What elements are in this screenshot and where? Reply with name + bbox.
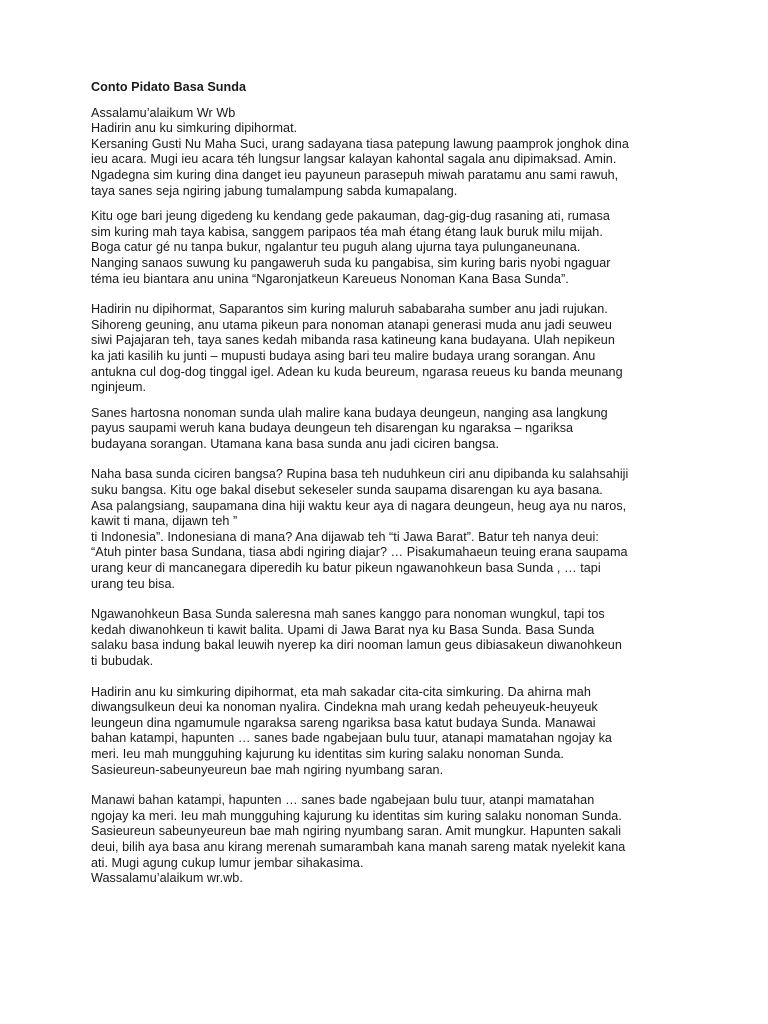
text-line: Asa palangsiang, saupamana dina hiji waktu keur aya di nagara deungeun, heug aya nu naros, bbox=[91, 498, 627, 513]
text-line: ieu acara. Mugi ieu acara téh lungsur langsar kalayan kahontal sagala anu dipimaksad. Amin. bbox=[91, 152, 617, 167]
text-line: Nanging sanaos suwung ku pangaweruh suda ku pangabisa, sim kuring baris nyobi ngaguar bbox=[91, 255, 611, 270]
text-line: salaku basa indung bakal leuwih nyerep ka diri nooman lamun geus dibiasakeun diwanohkeun bbox=[91, 638, 622, 653]
paragraph-7 bbox=[91, 685, 681, 779]
text-line: Sanes hartosna nonoman sunda ulah malire kana budaya deungeun, nanging asa langkung bbox=[91, 405, 608, 420]
text-line: Assalamu’alaikum Wr Wb bbox=[91, 105, 236, 120]
text-line: Sasieureun sabeunyeureun bae mah ngiring nyumbang saran. Amit mungkur. Hapunten sakali bbox=[91, 824, 622, 839]
paragraph-4 bbox=[91, 406, 681, 453]
text-line: urang teu bisa. bbox=[91, 576, 176, 591]
document-title: Conto Pidato Basa Sunda bbox=[91, 80, 247, 94]
text-line: ti Indonesia”. Indonesiana di mana? Ana dijawab teh “ti Jawa Barat”. Batur teh nanya deui: bbox=[91, 529, 599, 544]
text-line: budayana sorangan. Utamana kana basa sunda anu jadi ciciren bangsa. bbox=[91, 436, 500, 451]
text-line: ngojay ka meri. Ieu mah mungguhing kajurung ku identitas sim kuring salaku nonoman Sunda. bbox=[91, 808, 622, 823]
paragraph-3 bbox=[91, 302, 681, 396]
text-line: “Atuh pinter basa Sundana, tiasa abdi ngiring diajar? … Pisakumahaeun teuing erana saupama bbox=[91, 545, 628, 560]
text-line: antukna cul dog-dog tinggal igel. Adean ku kuda beureum, ngarasa reueus ku banda meunang bbox=[91, 364, 623, 379]
text-line: Sihoreng geuning, anu utama pikeun para nonoman atanapi generasi muda anu jadi seuweu bbox=[91, 317, 612, 332]
text-line: ka jati kasilih ku junti – mupusti budaya asing bari teu malire budaya urang sorangan. Anu bbox=[91, 348, 596, 363]
text-line: payus saupami weruh kana budaya deungeun teh disarengan ku ngaraksa – ngariksa bbox=[91, 421, 574, 436]
text-line: suku bangsa. Kitu oge bakal disebut sekeseler sunda saupama disarengan ku aya basana. bbox=[91, 483, 603, 498]
text-line: Hadirin anu ku simkuring dipihormat. bbox=[91, 121, 298, 136]
text-line: siwi Pajajaran teh, taya sanes kedah mibanda rasa katineung kana budayana. Ulah nepikeun bbox=[91, 333, 615, 348]
text-line: leungeun dina ngamumule ngaraksa sareng ngariksa basa katut budaya Sunda. Manawai bbox=[91, 715, 596, 730]
text-line: taya sanes seja ngiring jabung tumalampung sabda kumapalang. bbox=[91, 183, 458, 198]
text-line: Sasieureun-sabeunyeureun bae mah ngiring nyumbang saran. bbox=[91, 762, 444, 777]
text-line: meri. Ieu mah mungguhing kajurung ku identitas sim kuring salaku nonoman Sunda. bbox=[91, 746, 564, 761]
paragraph-5 bbox=[91, 467, 681, 592]
text-line: kawit ti mana, dijawn teh ” bbox=[91, 514, 238, 529]
paragraph-opening bbox=[91, 106, 681, 200]
document-body bbox=[91, 80, 681, 902]
text-line: sim kuring mah taya kabisa, sanggem paripaos téa mah étang étang lauk buruk milu mijah. bbox=[91, 224, 603, 239]
text-line: bahan katampi, hapunten … sanes bade ngabejaan bulu tuur, atanapi mamatahan ngojay ka bbox=[91, 731, 612, 746]
text-line: téma ieu biantara anu unina “Ngaronjatkeun Kareueus Nonoman Kana Basa Sunda”. bbox=[91, 271, 569, 286]
text-line: Ngadegna sim kuring dina danget ieu payuneun parasepuh miwah paratamu anu sami rawuh, bbox=[91, 167, 619, 182]
text-line: urang keur di mancanegara diperedih ku batur pikeun ngawanohkeun basa Sunda , … tapi bbox=[91, 561, 601, 576]
paragraph-2 bbox=[91, 209, 681, 287]
paragraph-6 bbox=[91, 607, 681, 669]
text-line: Wassalamu’alaikum wr.wb. bbox=[91, 871, 243, 886]
text-line: kedah diwanohkeun ti kawit balita. Upami di Jawa Barat nya ku Basa Sunda. Basa Sunda bbox=[91, 622, 595, 637]
text-line: Manawi bahan katampi, hapunten … sanes bade ngabejaan bulu tuur, atanpi mamatahan bbox=[91, 793, 595, 808]
text-line: Hadirin nu dipihormat, Saparantos sim kuring maluruh sababaraha sumber anu jadi rujukan. bbox=[91, 302, 608, 317]
text-line: nginjeum. bbox=[91, 380, 147, 395]
text-line: Boga catur gé nu tanpa bukur, ngalantur teu puguh alang ujurna taya pulunganeunana. bbox=[91, 240, 581, 255]
text-line: ti bubudak. bbox=[91, 654, 154, 668]
text-line: Hadirin anu ku simkuring dipihormat, eta mah sakadar cita-cita simkuring. Da ahirna mah bbox=[91, 684, 591, 699]
paragraph-closing bbox=[91, 793, 681, 887]
text-line: Kersaning Gusti Nu Maha Suci, urang sadayana tiasa patepung lawung paamprok jonghok dina bbox=[91, 136, 629, 151]
text-line: Ngawanohkeun Basa Sunda saleresna mah sanes kanggo para nonoman wungkul, tapi tos bbox=[91, 607, 605, 622]
text-line: Kitu oge bari jeung digedeng ku kendang gede pakauman, dag-gig-dug rasaning ati, rumasa bbox=[91, 209, 610, 224]
text-line: diwangsulkeun deui ka nonoman nyalira. Cindekna mah urang kedah peheuyeuk-heuyeuk bbox=[91, 700, 598, 715]
text-line: Naha basa sunda ciciren bangsa? Rupina basa teh nuduhkeun ciri anu dipibanda ku salahsahiji bbox=[91, 467, 629, 482]
text-line: ati. Mugi agung cukup lumur jembar sihakasima. bbox=[91, 855, 364, 870]
text-line: deui, bilih aya basa anu kirang merenah sumarambah kana manah sareng matak nyelekit kana bbox=[91, 839, 626, 854]
